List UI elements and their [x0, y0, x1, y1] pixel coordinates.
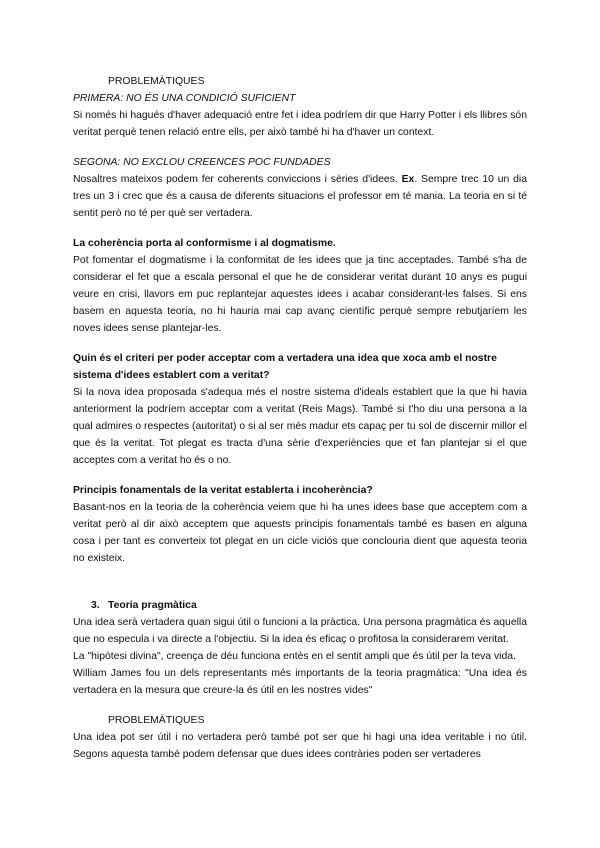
primera-heading: PRIMERA: NO ÉS UNA CONDICIÓ SUFICIENT: [73, 93, 296, 104]
segona-paragraph: [73, 171, 527, 222]
principis-heading: Principis fonamentals de la veritat establerta i incoherència?: [73, 485, 373, 496]
section-title: Teoria pragmàtica: [108, 600, 197, 611]
problematiques-heading-2: PROBLEMÀTIQUES: [108, 715, 205, 726]
problematiques-heading-1: PROBLEMÀTIQUES: [108, 76, 205, 87]
section-heading: [73, 597, 527, 614]
pragmatica-paragraph-3: William James fou un dels representants més importants de la teoria pragmàtica: "Una idea és vertadera en la mesura que creure-la és útil en les nostres vides": [73, 668, 527, 696]
section-number: 3.: [91, 600, 100, 611]
pragmatica-paragraph-1: Una idea serà vertadera quan sigui útil o funcioni a la pràctica. Una persona pragmàtica és aquella que no especula i va directe a l'objectiu. Si la idea és eficaç o profitosa la considerarem veritat.: [73, 617, 527, 645]
principis-paragraph: Basant-nos en la teoria de la coherència veiem que hi ha unes idees base que acceptem com a veritat però al dir això acceptem que aquests principis fonamentals també es basen en alguna cosa i per tant es converteix tot plegat en un cicle viciós que conclouria dient que aquesta teoria no existeix.: [73, 502, 527, 564]
segona-text-b: . Sempre trec 10 un dia tres un 3 i crec que és a causa de diferents situacions el professor em té mania. La teoria en si té sentit però no té per què ser vertadera.: [73, 174, 527, 219]
document-page: [73, 73, 527, 763]
primera-paragraph: Si només hi hagués d'haver adequació entre fet i idea podríem dir que Harry Potter i els llibres són veritat perquè tenen relació entre ells, per això també hi ha d'haver un context.: [73, 110, 527, 138]
criteri-paragraph: Si la nova idea proposada s'adequa més el nostre sistema d'ideals establert que la que hi havia anteriorment la podríem acceptar com a veritat (Reis Mags). També si t'ho diu una persona a la qual admires o respectes (autoritat) o si al ser més madur ets capaç per tu sol de discernir millor el que és la veritat. Tot plegat es tracta d'una sèrie d'experiències que et fan plantejar si el que acceptes com a veritat ho és o no.: [73, 387, 527, 466]
criteri-heading: Quin és el criteri per poder acceptar com a vertadera una idea que xoca amb el nostre sistema d'idees establert com a veritat?: [73, 353, 497, 381]
segona-ex: Ex: [401, 174, 415, 185]
pragmatica-paragraph-2: La "hipòtesi divina", creença de déu funciona entès en el sentit ampli que és útil per la teva vida.: [73, 651, 516, 662]
final-paragraph: Una idea pot ser útil i no vertadera però també pot ser que hi hagi una idea veritable i no útil. Segons aquesta també podem defensar que dues idees contràries poden ser vertaderes: [73, 732, 527, 760]
coherencia-paragraph: Pot fomentar el dogmatisme i la conformitat de les idees que ja tinc acceptades. També s'ha de considerar el fet que a escala personal el que he de considerar veritat durant 10 anys es pugui veure en crisi, llavors em puc replantejar aquestes idees i acabar considerant-les falses. Si ens basem en aquesta teoria, no hi hauria mai cap avanç científic perquè sempre rebutjaríem les noves idees sense plantejar-les.: [73, 255, 527, 334]
segona-heading: SEGONA: NO EXCLOU CREENCES POC FUNDADES: [73, 157, 331, 168]
coherencia-heading: La coherència porta al conformisme i al dogmatisme.: [73, 238, 336, 249]
segona-text-a: Nosaltres mateixos podem fer coherents conviccions i sèries d'idees.: [73, 174, 402, 185]
